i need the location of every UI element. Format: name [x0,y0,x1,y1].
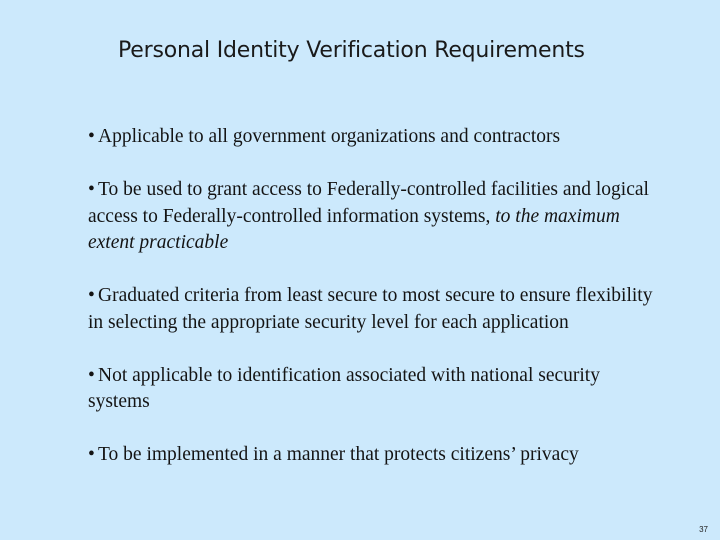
bullet-emphasis-text: to the maximum extent practicable [88,205,620,253]
bullet-text: To be used to grant access to Federally-controlled facilities and logical access to Federally-controlled information systems, [88,179,649,227]
bullet-marker: • [88,444,95,465]
bullet-text: To be implemented in a manner that protects citizens’ privacy [98,444,579,465]
slide-page-number: 37 [699,525,708,534]
bullet-marker: • [88,364,95,386]
bullet-list [88,124,658,495]
bullet-text: Not applicable to identification associated with national security systems [88,364,600,412]
slide-title: Personal Identity Verification Requirements [118,38,585,63]
bullet-text: Graduated criteria from least secure to most secure to ensure flexibility in selecting the appropriate security level for each application [88,285,653,333]
bullet-marker: • [88,126,95,147]
bullet-item [88,124,658,151]
bullet-marker: • [88,179,95,200]
bullet-item [88,283,658,336]
bullet-item [88,363,658,416]
bullet-text: Applicable to all government organizations and contractors [98,126,561,147]
bullet-item [88,442,658,469]
bullet-item [88,177,658,257]
bullet-marker: • [88,285,95,306]
